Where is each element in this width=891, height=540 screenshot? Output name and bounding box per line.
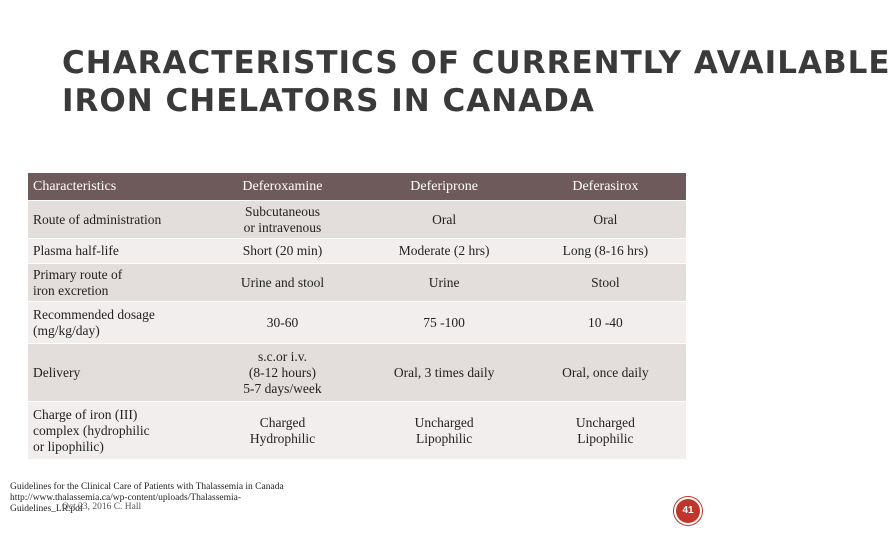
slide-title-line-1: CHARACTERISTICS OF CURRENTLY AVAILABLE [62,45,891,81]
row-label-cell: Charge of iron (III) complex (hydrophilic or lipophilic) [28,402,201,460]
header-deferoxamine: Deferoxamine [201,173,363,201]
table-row [28,239,686,264]
slide-title-line-2: IRON CHELATORS IN CANADA [62,83,595,119]
citation-line-3: Guidelines_LR.pdf [10,504,84,514]
header-deferasirox: Deferasirox [525,173,686,201]
table-cell: Urine [363,264,524,302]
table-row [28,302,686,344]
table-cell: Uncharged Lipophilic [363,402,524,460]
row-label-cell: Route of administration [28,201,201,239]
table-cell: Oral, once daily [525,344,686,402]
table-body [28,201,686,460]
table-header-row [28,173,686,201]
page-number-badge: 41 [674,497,702,525]
table-cell: s.c.or i.v. (8-12 hours) 5-7 days/week [201,344,363,402]
table-cell: 75 -100 [363,302,524,344]
row-label-cell: Recommended dosage (mg/kg/day) [28,302,201,344]
table-cell: Charged Hydrophilic [201,402,363,460]
table-cell: Urine and stool [201,264,363,302]
citation-line-1: Guidelines for the Clinical Care of Patients with Thalassemia in Canada [10,482,284,492]
table-cell: Oral [525,201,686,239]
table-row [28,402,686,460]
table-cell: 30-60 [201,302,363,344]
table-cell: Stool [525,264,686,302]
chelator-comparison-table [28,173,686,460]
table-cell: Long (8-16 hrs) [525,239,686,264]
table-cell: Short (20 min) [201,239,363,264]
table-cell: Subcutaneous or intravenous [201,201,363,239]
table-cell: Oral [363,201,524,239]
row-label-cell: Plasma half-life [28,239,201,264]
footer-date: Oct 23, 2016 C. Hall [62,502,142,512]
table-cell: Oral, 3 times daily [363,344,524,402]
slide-title [62,44,891,120]
table-cell: Moderate (2 hrs) [363,239,524,264]
row-label-cell: Delivery [28,344,201,402]
table-row [28,201,686,239]
table-row [28,344,686,402]
header-characteristics: Characteristics [28,173,201,201]
table-row [28,264,686,302]
table-cell: 10 -40 [525,302,686,344]
row-label-cell: Primary route of iron excretion [28,264,201,302]
citation-line-2: http://www.thalassemia.ca/wp-content/uploads/Thalassemia- [10,493,242,503]
header-deferiprone: Deferiprone [363,173,524,201]
table-cell: Uncharged Lipophilic [525,402,686,460]
